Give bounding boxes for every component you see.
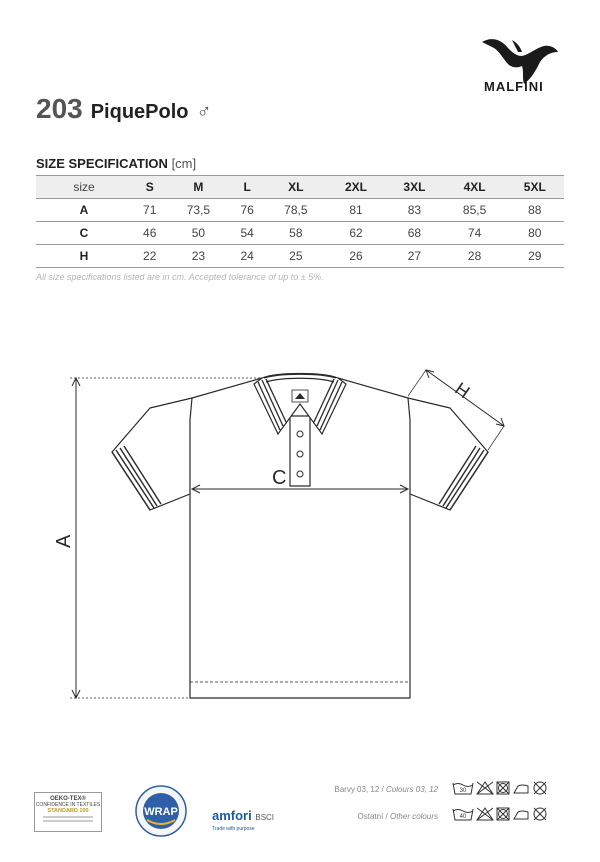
oeko-tex-title: OEKO-TEX® (50, 796, 86, 802)
wash-temp-30: 30 (459, 788, 467, 794)
care-colours-en: Colours 03, 12 (385, 785, 438, 794)
button (297, 451, 303, 457)
wrap-certification-logo (134, 784, 188, 838)
column-header: 3XL (385, 176, 443, 199)
row-label: H (36, 245, 132, 268)
table-cell: 23 (167, 245, 229, 268)
brand-name: MALFINI (484, 79, 544, 94)
column-header: 5XL (506, 176, 564, 199)
table-cell: 62 (327, 222, 385, 245)
table-cell: 24 (229, 245, 264, 268)
table-cell: 29 (506, 245, 564, 268)
column-header: size (36, 176, 132, 199)
table-cell: 28 (444, 245, 506, 268)
row-label: A (36, 199, 132, 222)
care-symbols-row (452, 806, 564, 822)
care-other-cz: Ostatní (357, 812, 384, 821)
product-code: 203 (36, 93, 83, 124)
table-cell: 85,5 (444, 199, 506, 222)
button (297, 471, 303, 477)
table-row (36, 199, 564, 222)
product-name: PiquePolo (90, 101, 189, 123)
column-header: 4XL (444, 176, 506, 199)
left-cuff-stripes (112, 446, 161, 510)
column-header: L (229, 176, 264, 199)
table-cell: 74 (444, 222, 506, 245)
table-cell: 71 (132, 199, 167, 222)
column-header: 2XL (327, 176, 385, 199)
table-cell: 46 (132, 222, 167, 245)
spec-unit: [cm] (171, 156, 197, 171)
size-table (36, 175, 564, 268)
amfori-logo (212, 808, 274, 823)
spec-title: SIZE SPECIFICATION (36, 156, 168, 171)
measure-h-label: H (451, 378, 474, 403)
amfori-bsci: BSCI (255, 813, 275, 822)
column-header: S (132, 176, 167, 199)
shirt-body-outline (190, 378, 410, 698)
care-symbols-row (452, 780, 564, 796)
male-icon: ♂ (196, 101, 212, 123)
tolerance-note: All size specifications listed are in cm. Accepted tolerance of up to ± 5%. (36, 272, 324, 282)
table-row (36, 245, 564, 268)
table-cell: 26 (327, 245, 385, 268)
table-cell: 25 (265, 245, 327, 268)
oeko-tex-standard: STANDARD 100 (47, 808, 89, 814)
table-cell: 68 (385, 222, 443, 245)
product-title (36, 93, 212, 125)
iron-icon (514, 785, 528, 793)
amfori-name: amfori (212, 808, 252, 823)
table-cell: 73,5 (167, 199, 229, 222)
table-cell: 54 (229, 222, 264, 245)
table-cell: 83 (385, 199, 443, 222)
column-header: XL (265, 176, 327, 199)
care-other-en: Other colours (389, 812, 438, 821)
care-colours-label: Barvy 03, 12 / Colours 03, 12 (334, 785, 438, 794)
row-label: C (36, 222, 132, 245)
table-cell: 78,5 (265, 199, 327, 222)
oeko-tex-badge (34, 792, 102, 832)
measure-c-label: C (272, 467, 287, 489)
amfori-tagline: Trade with purpose (212, 826, 255, 832)
table-cell: 81 (327, 199, 385, 222)
table-cell: 80 (506, 222, 564, 245)
wrap-text: WRAP (144, 806, 178, 818)
button (297, 431, 303, 437)
table-cell: 76 (229, 199, 264, 222)
column-header: M (167, 176, 229, 199)
spec-heading (36, 156, 196, 171)
table-cell: 58 (265, 222, 327, 245)
measure-a-label: A (53, 534, 75, 548)
table-cell: 27 (385, 245, 443, 268)
table-cell: 22 (132, 245, 167, 268)
measure-a-line (70, 378, 262, 698)
table-row (36, 222, 564, 245)
table-cell: 50 (167, 222, 229, 245)
iron-icon (514, 811, 528, 819)
care-other-label: Ostatní / Other colours (357, 812, 438, 821)
wash-temp-40: 40 (459, 814, 467, 820)
table-header-row (36, 176, 564, 199)
care-colours-cz: Barvy 03, 12 (334, 785, 380, 794)
table-cell: 88 (506, 199, 564, 222)
oeko-tex-subtitle: CONFIDENCE IN TEXTILES (35, 802, 101, 808)
right-cuff-stripes (439, 446, 488, 510)
measure-h-line (408, 370, 504, 450)
polo-shirt-diagram (0, 360, 600, 710)
